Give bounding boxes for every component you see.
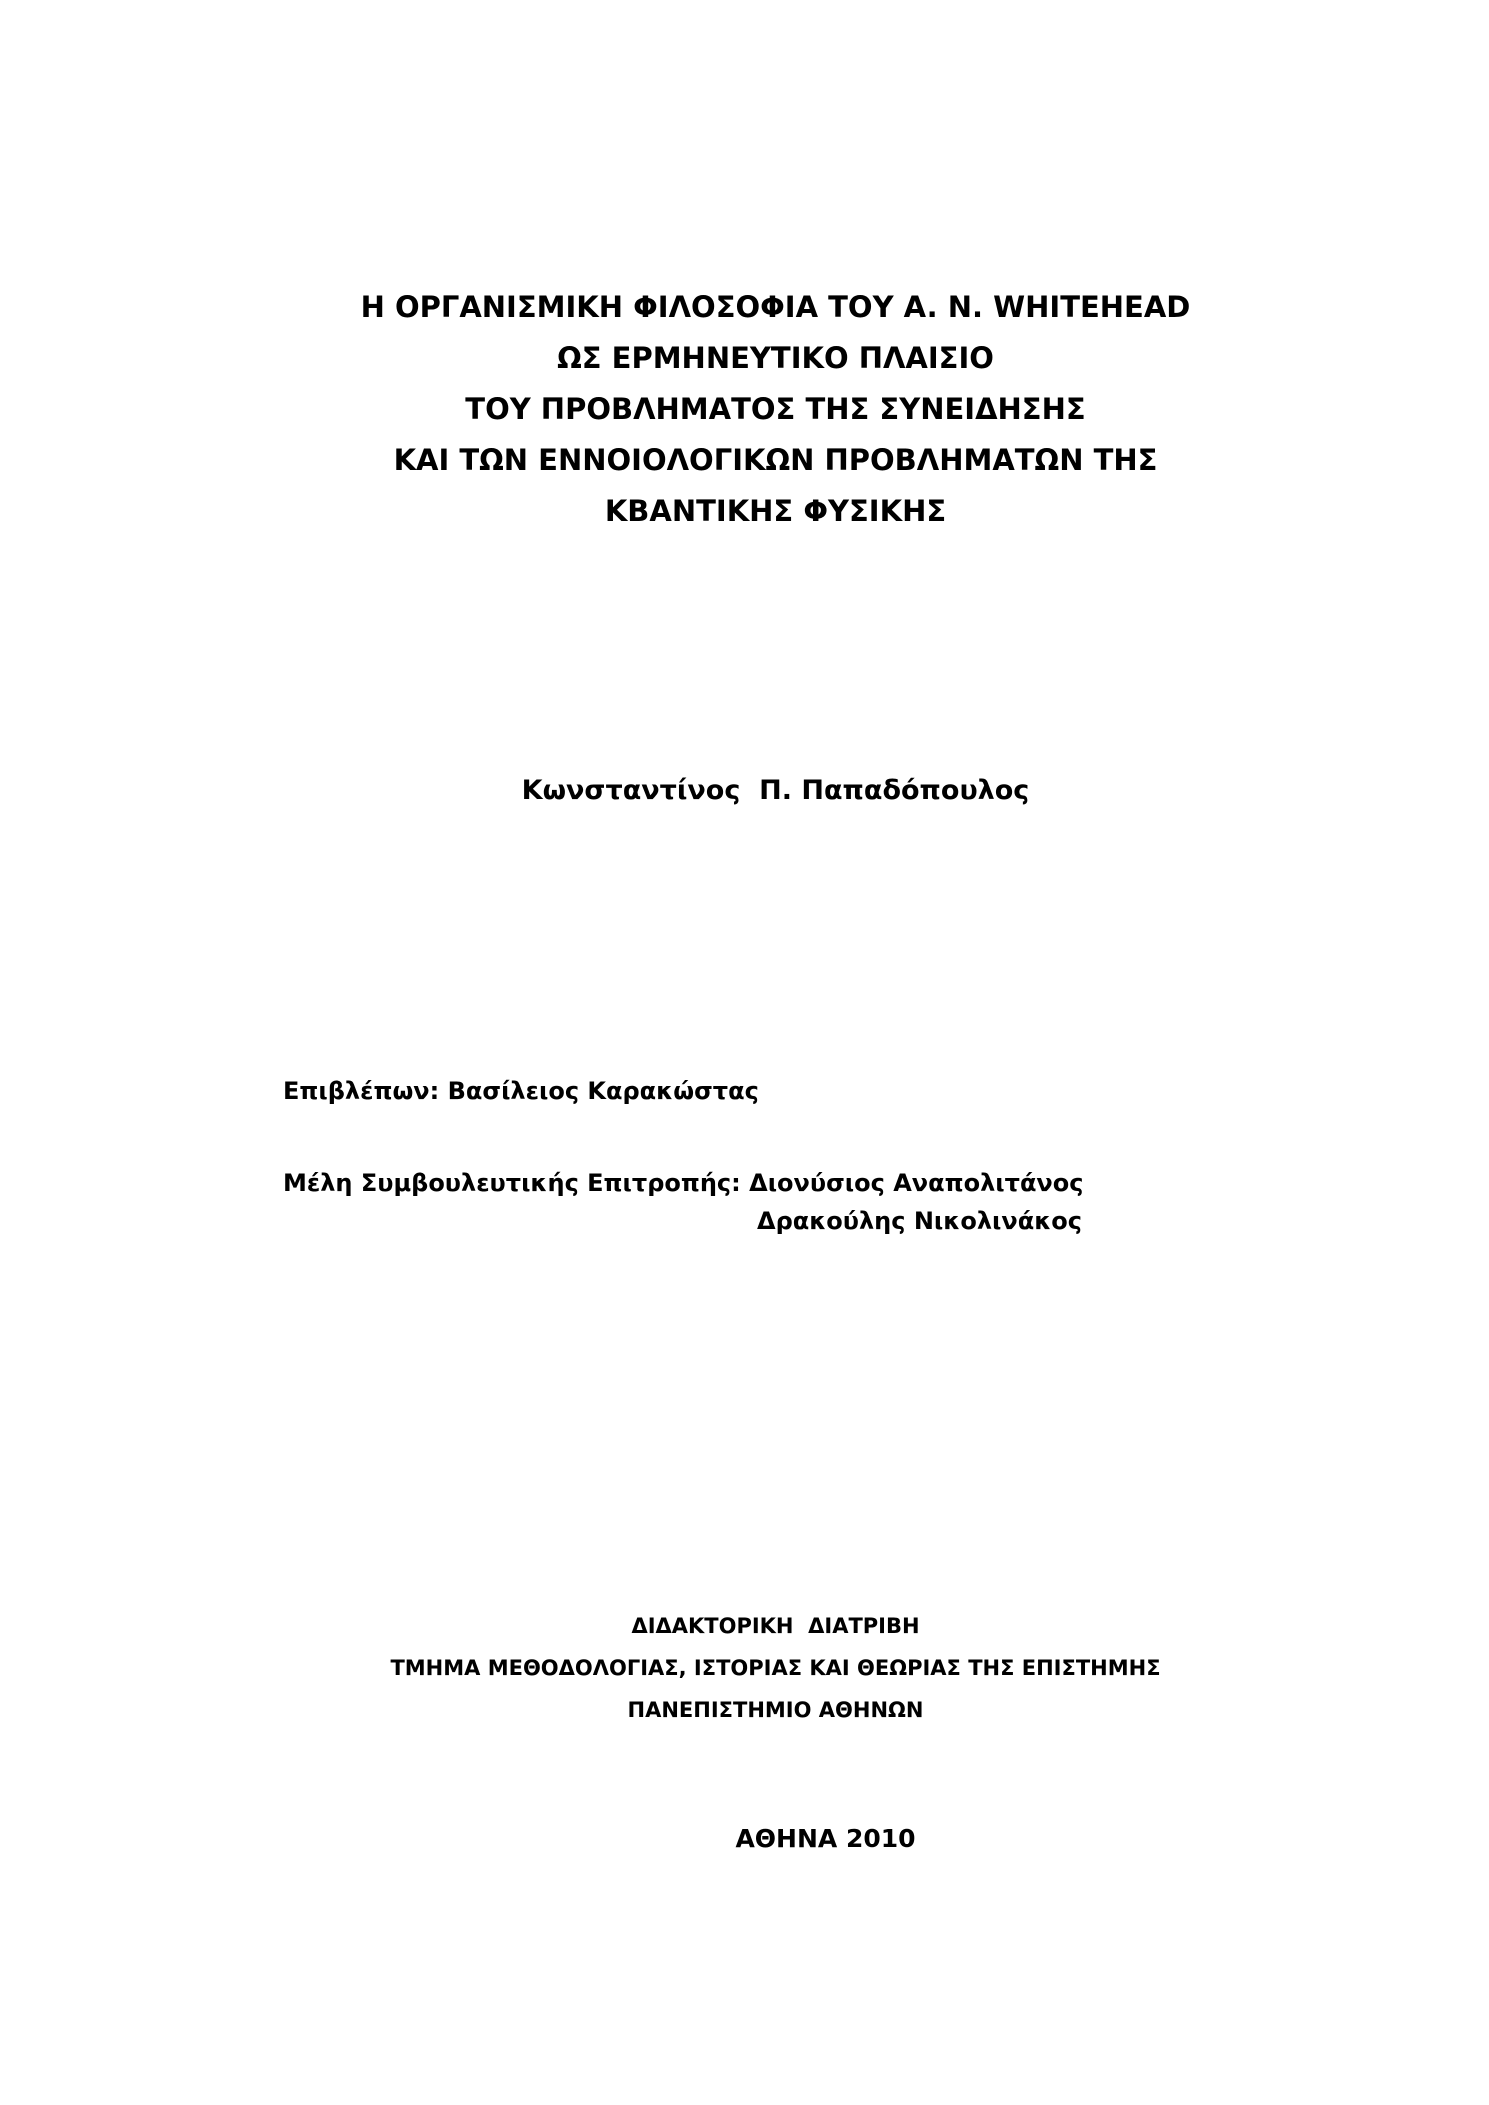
university-name: ΠΑΝΕΠΙΣΤΗΜΙΟ ΑΘΗΝΩΝ [627,1698,924,1722]
title-line: ΤΟΥ ΠΡΟΒΛΗΜΑΤΟΣ ΤΗΣ ΣΥΝΕΙΔΗΣΗΣ [465,392,1086,426]
thesis-type: ΔΙΔΑΚΤΟΡΙΚΗ ΔΙΑΤΡΙΒΗ [631,1614,920,1638]
committee-member: Δρακούλης Νικολινάκος [757,1207,1082,1235]
supervisor-name: Βασίλειος Καρακώστας [447,1077,759,1105]
committee-member: Διονύσιος Αναπολιτάνος [749,1169,1084,1197]
title-line: ΩΣ ΕΡΜΗΝΕΥΤΙΚΟ ΠΛΑΙΣΙΟ [557,341,994,375]
supervisor-label: Επιβλέπων: [283,1077,440,1105]
title-line: ΚΑΙ ΤΩΝ ΕΝΝΟΙΟΛΟΓΙΚΩΝ ΠΡΟΒΛΗΜΑΤΩΝ ΤΗΣ [393,443,1158,477]
committee-first-row [283,1164,1084,1202]
place-and-year: ΑΘΗΝΑ 2010 [735,1824,916,1853]
department-name: ΤΜΗΜΑ ΜΕΘΟΔΟΛΟΓΙΑΣ, ΙΣΤΟΡΙΑΣ ΚΑΙ ΘΕΩΡΙΑΣ ΤΗΣ ΕΠΙΣΤΗΜΗΣ [390,1656,1161,1680]
author-name: Κωνσταντίνος Π. Παπαδόπουλος [521,775,1030,806]
committee-label: Μέλη Συμβουλευτικής Επιτροπής: [283,1169,741,1197]
thesis-title [0,282,1489,537]
committee-section [283,1164,1084,1240]
supervisor-line [283,1073,759,1109]
title-line: Η ΟΡΓΑΝΙΣΜΙΚΗ ΦΙΛΟΣΟΦΙΑ ΤΟΥ A. N. WHITEHEAD [360,290,1191,324]
title-line: ΚΒΑΝΤΙΚΗΣ ΦΥΣΙΚΗΣ [604,494,947,528]
institution-block [0,1605,1489,1731]
